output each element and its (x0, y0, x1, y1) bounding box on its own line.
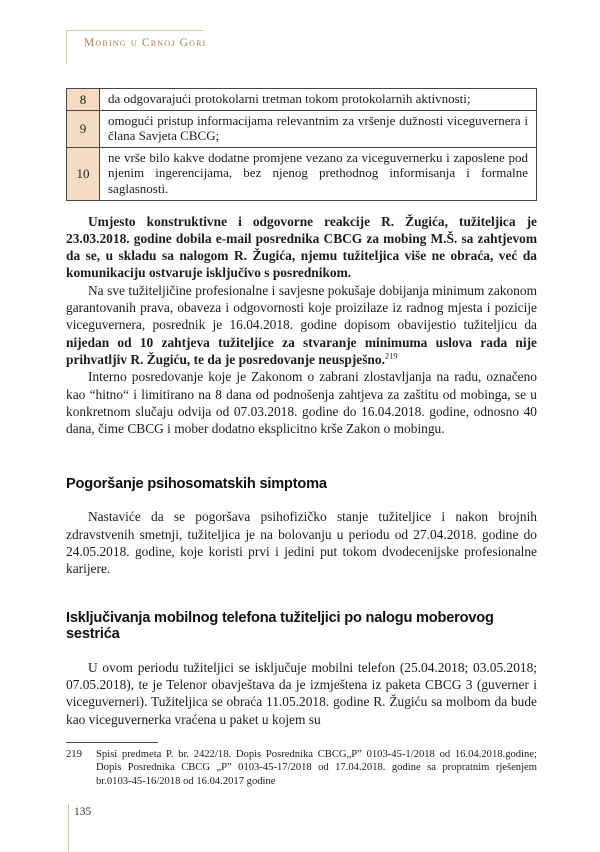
page-number: 135 (74, 806, 92, 818)
table-row-text: da odgovarajući protokolarni tretman tokom protokolarnih aktivnosti; (100, 89, 537, 111)
table-row-number: 10 (67, 147, 100, 200)
paragraph-nastavice: Nastaviće da se pogoršava psihofizičko stanje tužiteljice i nakon brojnih zdravstvenih smetnji, tužiteljica je na bolovanju u periodu od 27.04.2018. godine do 24.05.2018. godine, koje koristi prvi i jedini put tokom dvodecenijske profesionalne karijere. (66, 509, 537, 577)
section-heading-iskljucivanja: Isključivanja mobilnog telefona tužiteljici po nalogu moberovog sestrića (66, 609, 494, 642)
page-content (66, 0, 537, 788)
table-row (67, 110, 537, 147)
running-header-title: Mobing u Crnoj Gori (84, 37, 207, 49)
demands-table (66, 88, 537, 201)
paragraph-umjesto: Umjesto konstruktivne i odgovorne reakcije R. Žugića, tužiteljica je 23.03.2018. godine dobila e-mail posrednika CBCG za mobing M.Š. sa zahtjevom da se, u skladu sa nalogom R. Žugića, njemu tužiteljica više ne obraća, već da komunikaciju ostvaruje isključivo s posrednikom. (66, 213, 537, 281)
table-row-text: omogući pristup informacijama relevantnim za vršenje dužnosti viceguvernera i člana Savjeta CBCG; (100, 110, 537, 147)
paragraph-interno: Interno posredovanje koje je Zakonom o zabrani zlostavljanja na radu, označeno kao “hitno“ i limitirano na 8 dana od podnošenja zahtjeva za zaštitu od mobinga, se u konkretnom slučaju odvija od 07.03.2018. godine do 16.04.2018. godine, odnosno 40 dana, čime CBCG i mober dodatno eksplicitno krše Zakon o mobingu. (66, 369, 537, 437)
paragraph-u-ovom-periodu: U ovom periodu tužiteljici se isključuje mobilni telefon (25.04.2018; 03.05.2018; 07.05.2018), te je Telenor obavještava da je izmještena iz paketa CBCG 3 (guverner i viceguverneri). Tužiteljica se obraća 11.05.2018. godine R. Žugiću sa molbom da bude kao viceguvernerka vraćena u paket u kojem su (66, 659, 537, 727)
paragraph-na-sve-lead: Na sve tužiteljičine profesionalne i savjesne pokušaje dobijanja minimum zakonom garantovanih prava, obaveza i odgovornosti koje proizilaze iz radnog mjesta i pozicije viceguvernera, posrednik je 16.04.2018. godine dopisom obavijestio tužiteljicu da (66, 282, 537, 333)
table-row-number: 9 (67, 110, 100, 147)
table-row (67, 147, 537, 200)
footnote-reference: 219 (384, 350, 398, 361)
section-heading-psihosomatski: Pogoršanje psihosomatskih simptoma (66, 476, 327, 493)
table-row (67, 89, 537, 111)
table-row-number: 8 (67, 89, 100, 111)
table-row-text: ne vrše bilo kakve dodatne promjene vezano za viceguvernerku i zaposlene pod njenim ingerencijama, bez njenog prethodnog informisanja i formalne saglasnosti. (100, 147, 537, 200)
paragraph-na-sve-emphasis: nijedan od 10 zahtjeva tužiteljice za stvaranje minimuma uslova rada nije prihvatljiv R. Žugiću, te da je posredovanje neuspješno. (66, 334, 537, 367)
footnote (66, 748, 537, 789)
footnote-text: Spisi predmeta P. br. 2422/18. Dopis Posrednika CBCG„P” 0103-45-1/2018 od 16.04.2018.godine; Dopis Posrednika CBCG „P” 0103-45-17/2018 od 17.04.2018. godine sa propratnim rješenjem br.0103-45-16/2018 od 16.04.2017 godine (96, 748, 537, 787)
footnote-separator (66, 742, 158, 743)
footnote-number: 219 (66, 748, 82, 760)
folio-rule (68, 804, 69, 852)
paragraph-na-sve (66, 282, 537, 368)
